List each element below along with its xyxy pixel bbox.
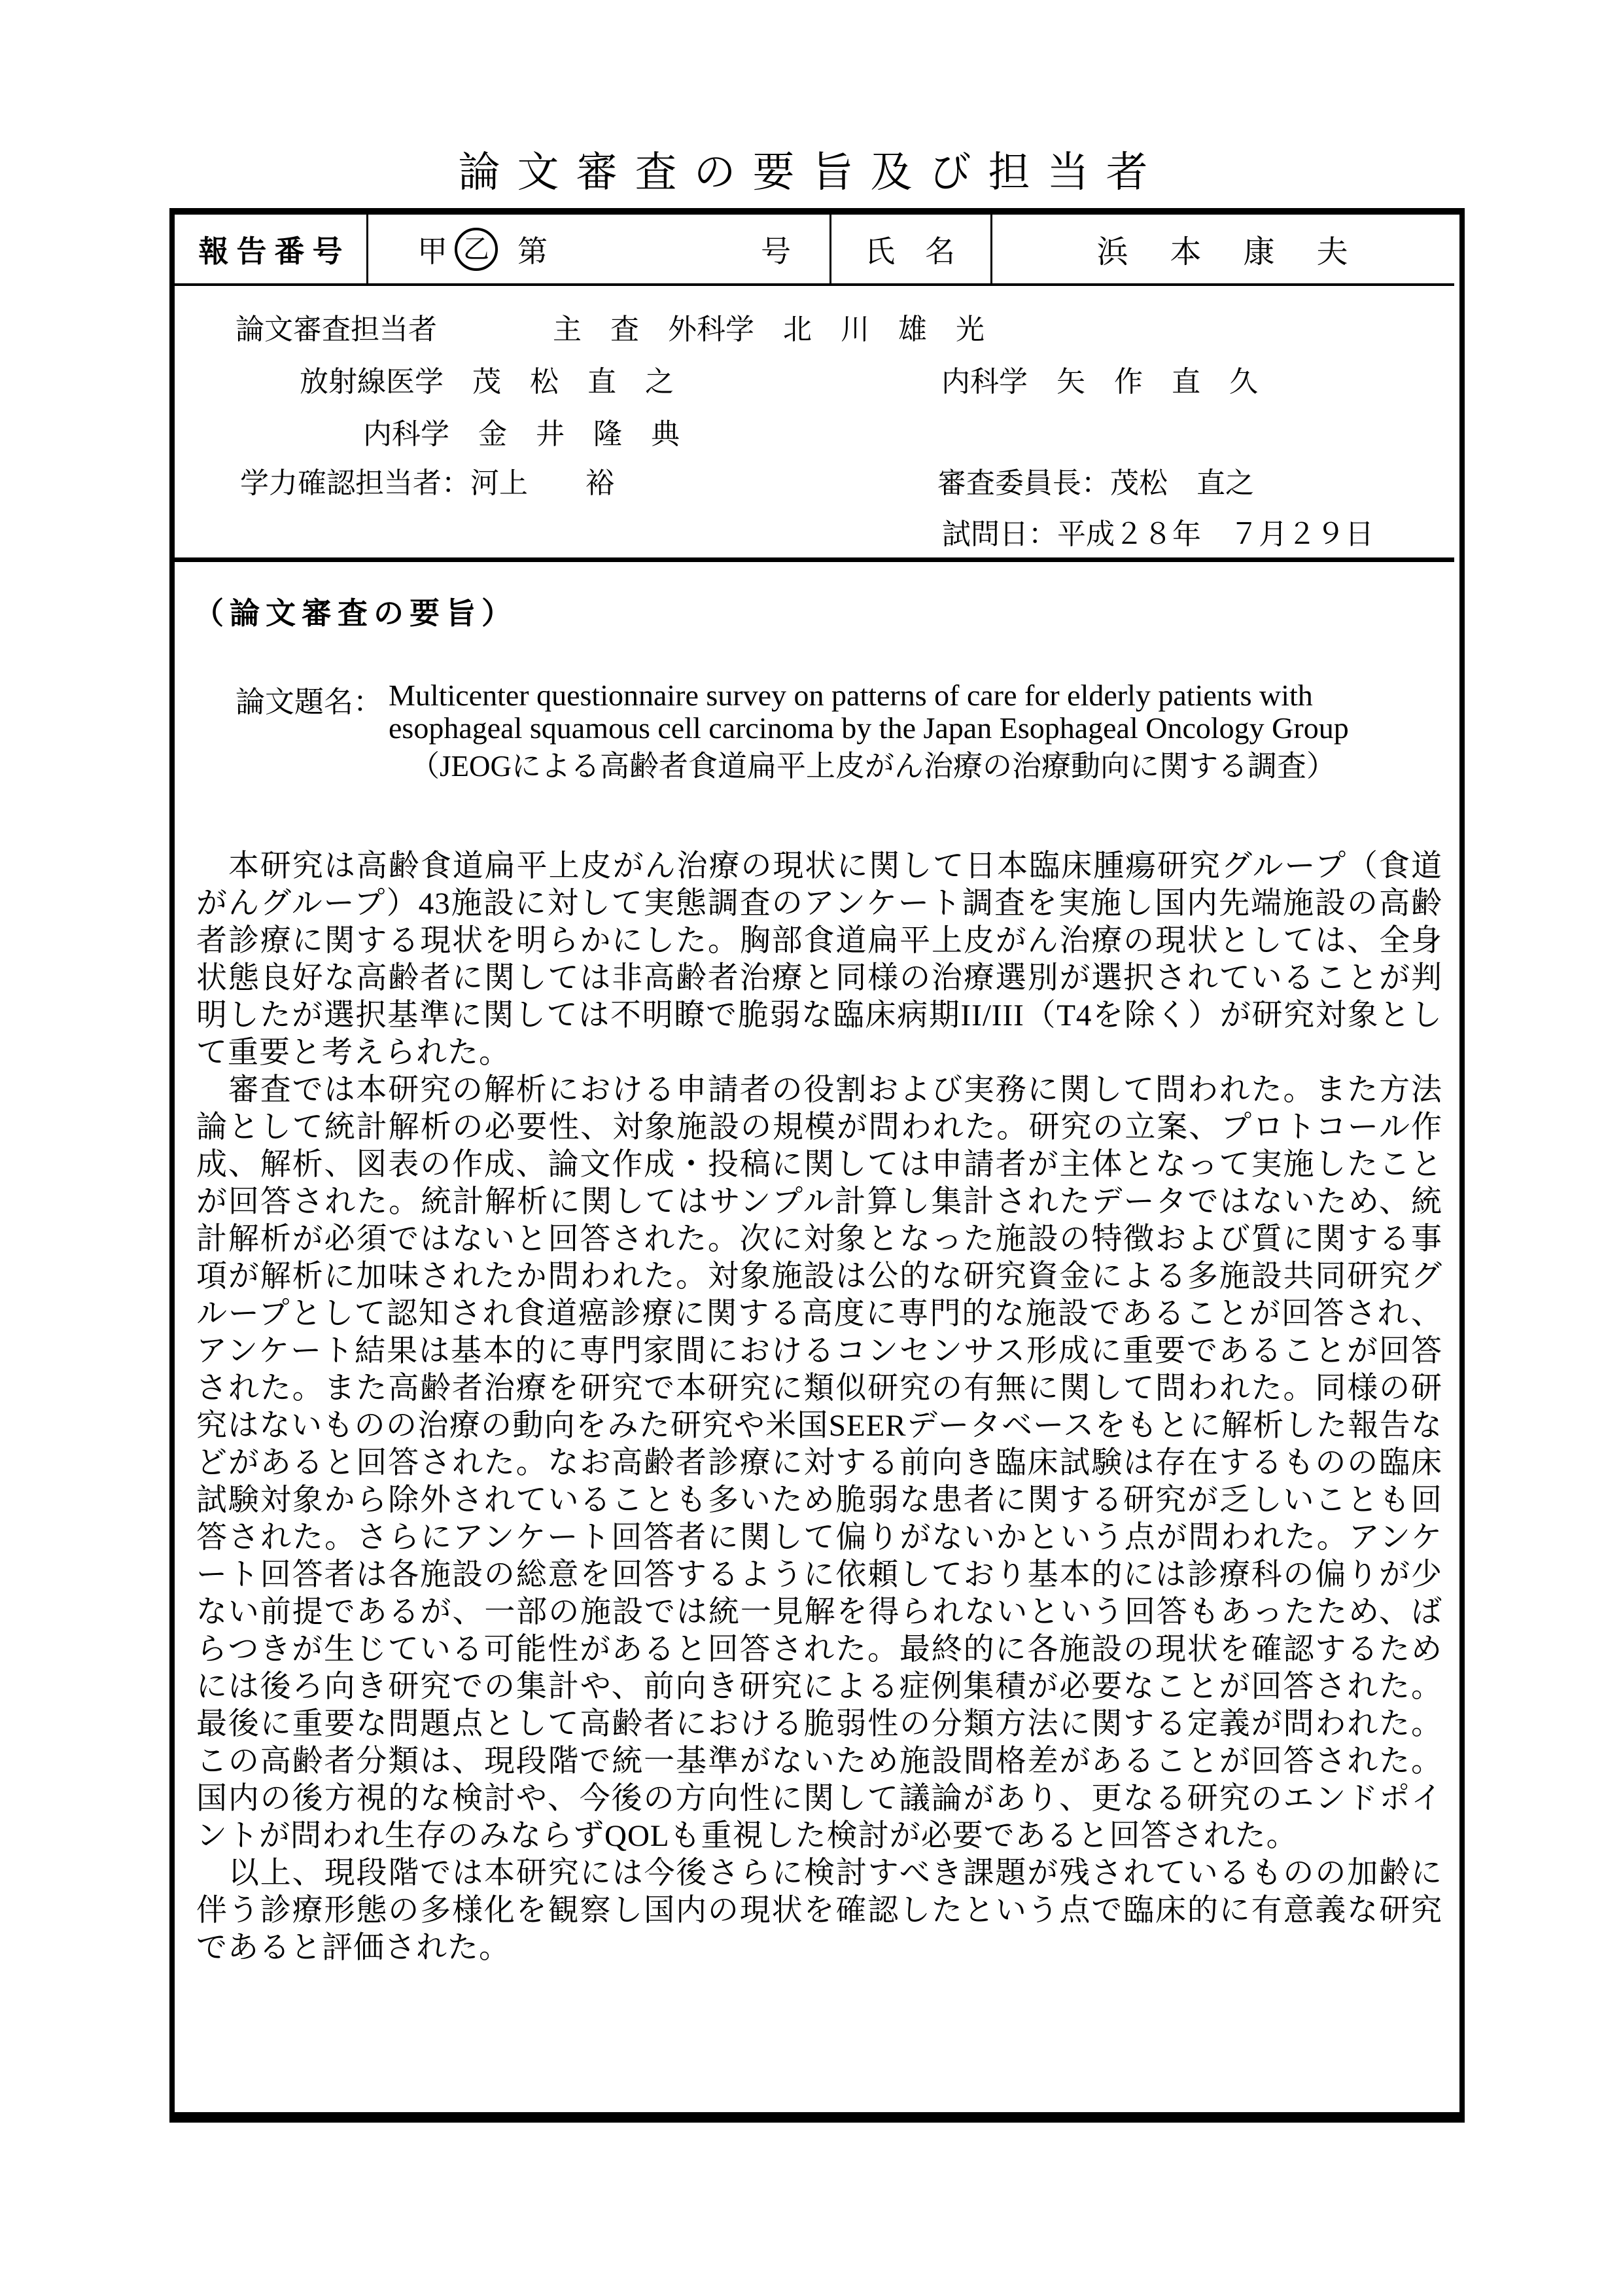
thesis-title-english-line1: Multicenter questionnaire survey on patterns of care for elderly patients with [389, 679, 1313, 712]
academic-confirmation-examiner: 学力確認担当者：河上 裕 [240, 467, 614, 499]
summary-section-divider [175, 557, 1454, 562]
committee-chair: 審査委員長：茂松 直之 [937, 467, 1254, 499]
summary-paragraph-1: 本研究は高齢食道扁平上皮がん治療の現状に関して日本臨床腫瘍研究グループ（食道がんグループ）43施設に対して実態調査のアンケート調査を実施し国内先端施設の高齢者診療に関する現状を明らかにした。胸部食道扁平上皮がん治療の現状としては、全身状態良好な高齢者に関しては非高齢者治療と同様の治療選別が選択されていることが判明したが選択基準に関しては不明瞭で脆弱な臨床病期II/III（T4を除く）が研究対象として重要と考えられた。 [196, 849, 1442, 1070]
examiner-internal-medicine-1: 内科学 矢 作 直 久 [941, 366, 1258, 398]
exam-date: 試問日：平成２８年 ７月２９日 [942, 518, 1374, 550]
dai-prefix: 第 [517, 234, 548, 268]
header-row-divider [175, 283, 1454, 286]
report-number-cell [368, 215, 828, 283]
review-summary-body [196, 848, 1442, 1967]
name-label: 氏名 [865, 234, 985, 268]
otsu-circled-mark [455, 228, 498, 271]
summary-paragraph-3: 以上、現段階では本研究には今後さらに検討すべき課題が残されているものの加齢に伴う診療形態の多様化を観察し国内の現状を確認したという点で臨床的に有意義な研究であると評価された。 [196, 1856, 1442, 1965]
gou-suffix: 号 [761, 234, 791, 268]
summary-section-heading: （論文審査の要旨） [194, 596, 517, 630]
kou-mark: 甲 [417, 234, 447, 268]
candidate-name: 浜本康夫 [1096, 235, 1390, 270]
examiner-radiology: 放射線医学 茂 松 直 之 [300, 366, 674, 398]
thesis-title-japanese: （JEOGによる高齢者食道扁平上皮がん治療の治療動向に関する調査） [410, 750, 1336, 783]
summary-paragraph-2: 審査では本研究の解析における申請者の役割および実務に関して問われた。また方法論として統計解析の必要性、対象施設の規模が問われた。研究の立案、プロトコール作成、解析、図表の作成、論文作成・投稿に関しては申請者が主体となって実施したことが回答された。統計解析に関してはサンプル計算し集計されたデータではないため、統計解析が必須ではないと回答された。次に対象となった施設の特徴および質に関する事項が解析に加味されたか問われた。対象施設は公的な研究資金による多施設共同研究グループとして認知され食道癌診療に関する高度に専門的な施設であることが回答され、アンケート結果は基本的に専門家間におけるコンセンサス形成に重要であることが回答された。また高齢者治療を研究で本研究に類似研究の有無に関して問われた。同様の研究はないものの治療の動向をみた研究や米国SEERデータベースをもとに解析した報告などがあると回答された。なお高齢者診療に対する前向き臨床試験は存在するものの臨床試験対象から除外されていることも多いため脆弱な患者に関する研究が乏しいことも回答された。さらにアンケート回答者に関して偏りがないかという点が問われた。アンケート回答者は各施設の総意を回答するように依頼しており基本的には診療科の偏りが少ない前提であるが、一部の施設では統一見解を得られないという回答もあったため、ばらつきが生じている可能性があると回答された。最終的に各施設の現状を確認するためには後ろ向き研究での集計や、前向き研究による症例集積が必要なことが回答された。最後に重要な問題点として高齢者における脆弱性の分類方法に関する定義が問われた。この高齢者分類は、現段階で統一基準がないため施設間格差があることが回答された。国内の後方視的な検討や、今後の方向性に関して議論があり、更なる研究のエンドポイントが問われ生存のみならずQOLも重視した検討が必要であると回答された。 [196, 1073, 1442, 1853]
examiner-internal-medicine-2: 内科学 金 井 隆 典 [363, 418, 680, 450]
reviewers-label: 論文審査担当者 [236, 313, 437, 345]
page-title: 論文審査の要旨及び担当者 [458, 149, 1165, 196]
thesis-title-label: 論文題名： [236, 686, 383, 718]
chief-examiner: 主 査 外科学 北 川 雄 光 [553, 313, 985, 345]
report-number-label: 報告番号 [198, 234, 351, 268]
thesis-title-english-line2: esophageal squamous cell carcinoma by the Japan Esophageal Oncology Group [389, 711, 1349, 745]
otsu-character: 乙 [463, 234, 489, 264]
